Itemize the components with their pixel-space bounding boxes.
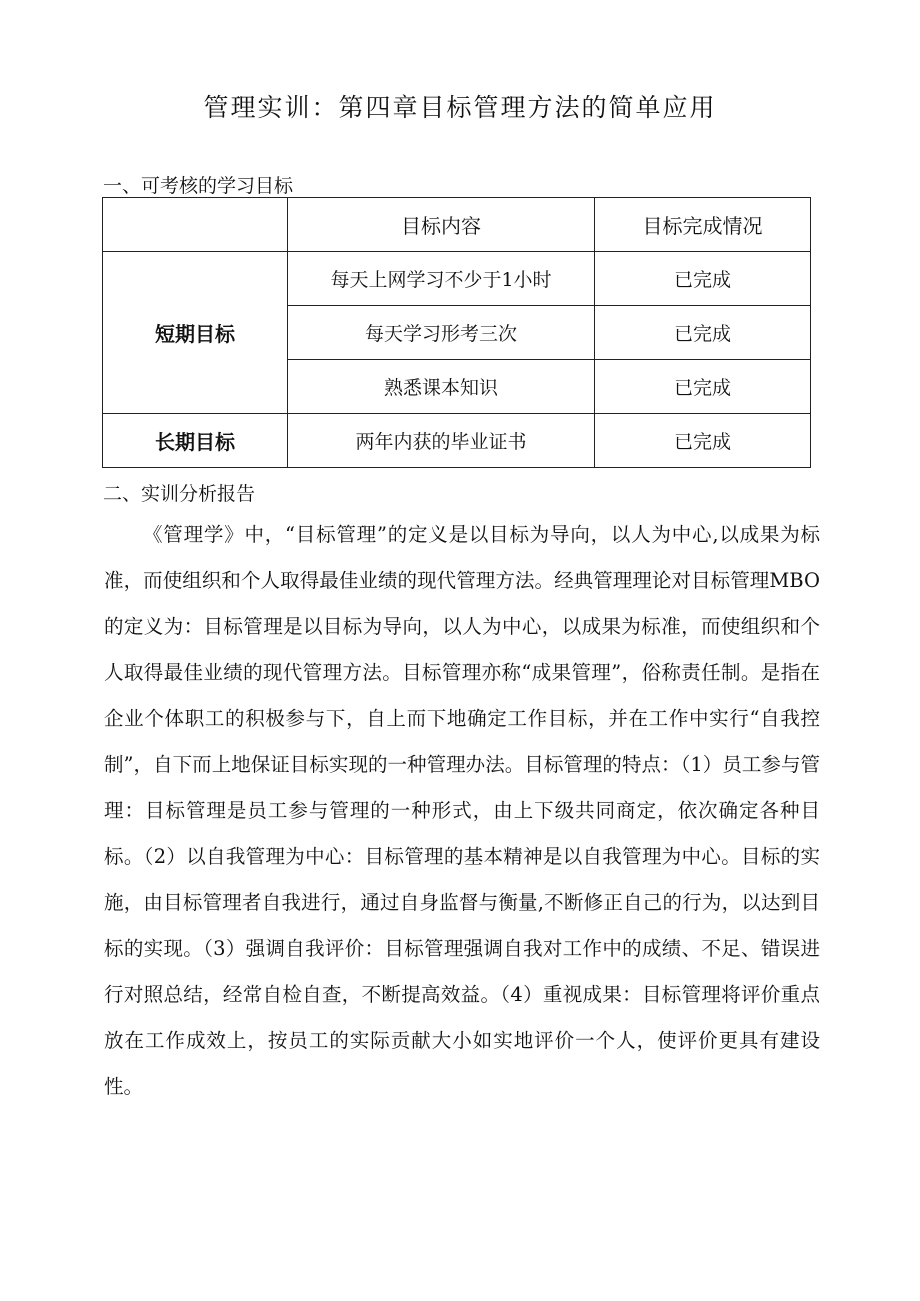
table-header-cell: 目标完成情况	[595, 198, 811, 252]
section-heading-goals: 一、可考核的学习目标	[103, 175, 294, 197]
goals-table	[102, 197, 811, 468]
goal-content: 熟悉课本知识	[288, 360, 595, 414]
goal-content: 每天学习形考三次	[288, 306, 595, 360]
goal-status: 已完成	[595, 360, 811, 414]
table-header-cell: 目标内容	[288, 198, 595, 252]
section-heading-report: 二、实训分析报告	[103, 483, 256, 505]
goal-status: 已完成	[595, 414, 811, 468]
goal-status: 已完成	[595, 252, 811, 306]
category-long-term: 长期目标	[103, 414, 288, 468]
page-title: 管理实训：第四章目标管理方法的简单应用	[203, 93, 717, 122]
table-header-row	[103, 198, 811, 252]
table-header-cell	[103, 198, 288, 252]
category-short-term: 短期目标	[103, 252, 288, 414]
goal-status: 已完成	[595, 306, 811, 360]
report-body-paragraph: 《管理学》中，“目标管理”的定义是以目标为导向，以人为中心,以成果为标准，而使组织和个人取得最佳业绩的现代管理方法。经典管理理论对目标管理MBO的定义为：目标管理是以目标为导向，以人为中心，以成果为标准，而使组织和个人取得最佳业绩的现代管理方法。目标管理亦称“成果管理”，俗称责任制。是指在企业个体职工的积极参与下，自上而下地确定工作目标，并在工作中实行“自我控制”，自下而上地保证目标实现的一种管理办法。目标管理的特点：（1）员工参与管理：目标管理是员工参与管理的一种形式，由上下级共同商定，依次确定各种目标。（2）以自我管理为中心：目标管理的基本精神是以自我管理为中心。目标的实施，由目标管理者自我进行，通过自身监督与衡量,不断修正自己的行为，以达到目标的实现。（3）强调自我评价：目标管理强调自我对工作中的成绩、不足、错误进行对照总结，经常自检自查，不断提高效益。（4）重视成果：目标管理将评价重点放在工作成效上，按员工的实际贡献大小如实地评价一个人，使评价更具有建设性。	[104, 523, 820, 1098]
table-row	[103, 414, 811, 468]
goal-content: 每天上网学习不少于1小时	[288, 252, 595, 306]
table-row	[103, 252, 811, 306]
goal-content: 两年内获的毕业证书	[288, 414, 595, 468]
